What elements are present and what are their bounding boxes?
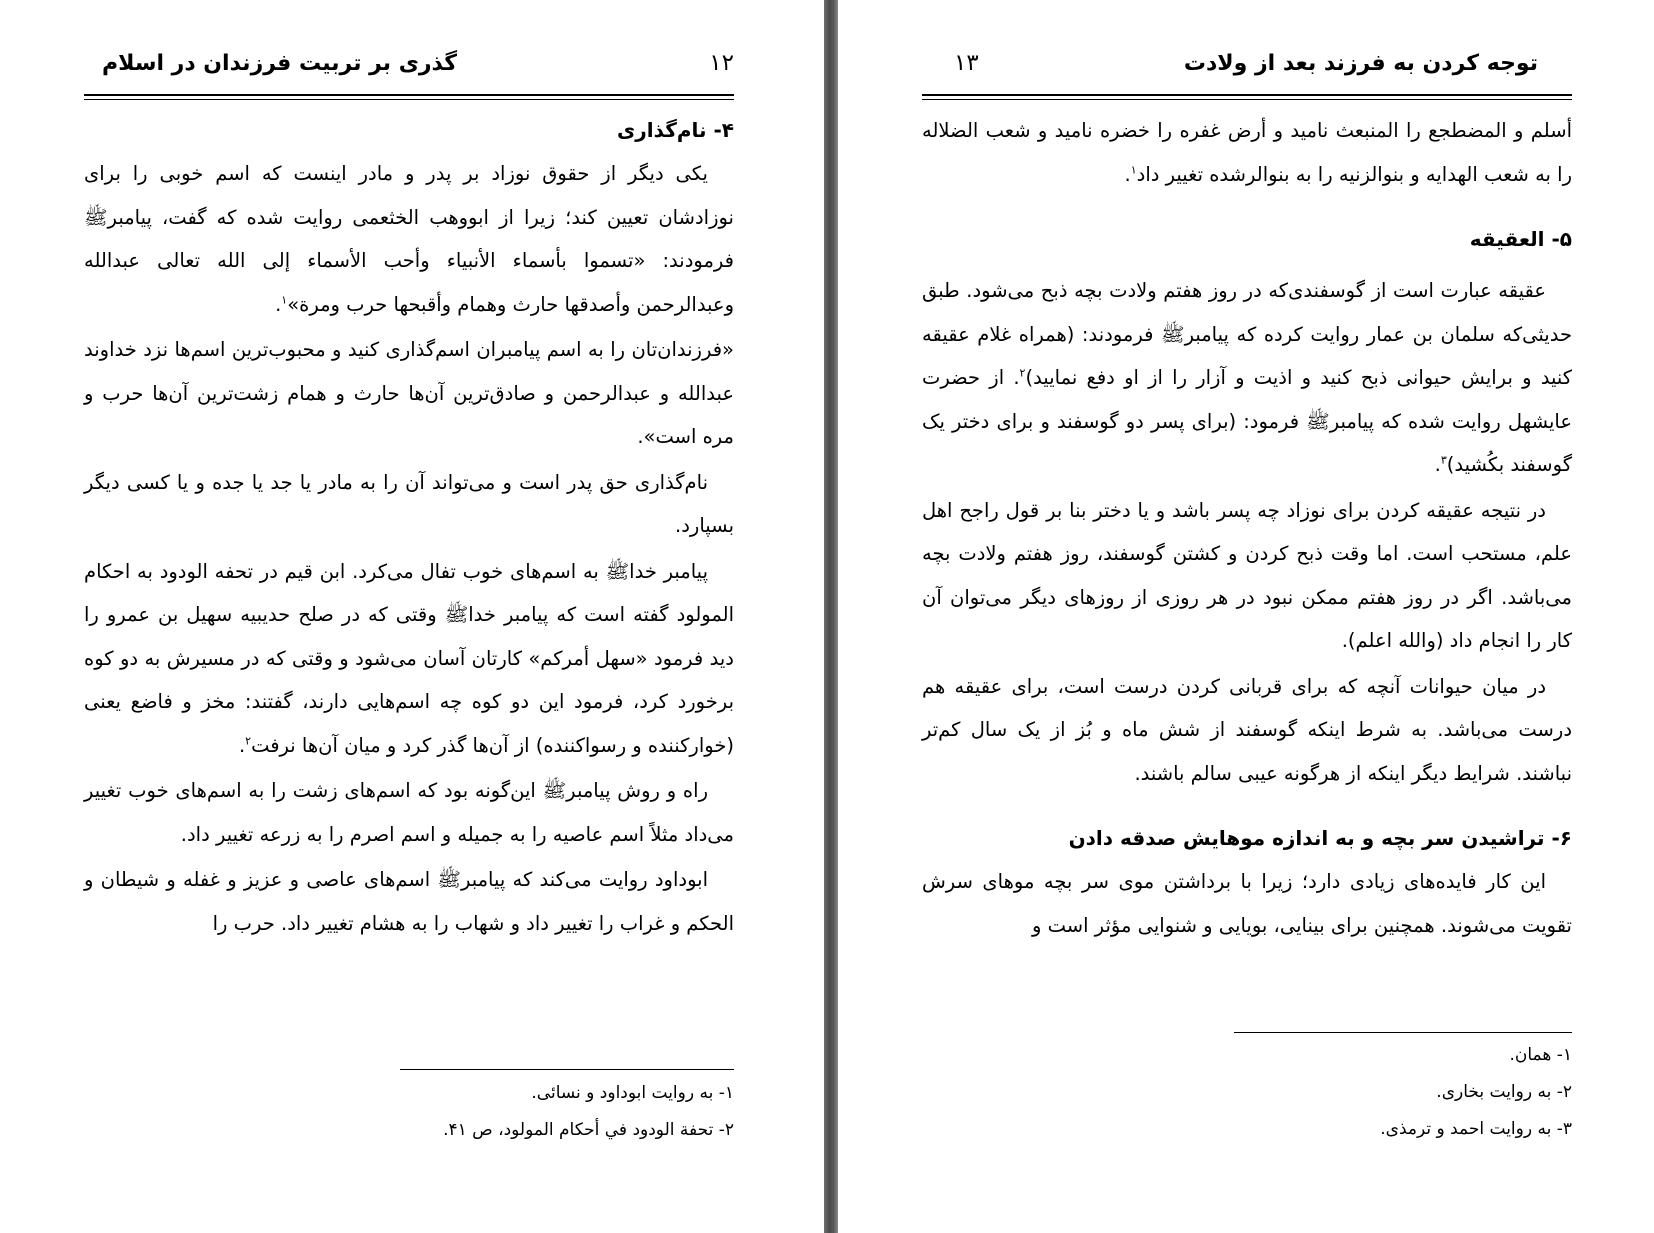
right-page-body [922, 109, 1572, 947]
footnote-rule-right [1234, 1032, 1572, 1033]
section-heading-shaving: ۶- تراشیدن سر بچه و به اندازه موهایش صدقه دادن [1068, 826, 1572, 850]
footnote-3: ٣- به روایت احمد و ترمذی. [1380, 1119, 1572, 1139]
footnote-2: ٢- تحفة الودود في أحكام المولود، ص ۴١. [443, 1120, 734, 1140]
footnote-mark-3: ٣ [1440, 453, 1447, 467]
book-spine [824, 0, 838, 1233]
footnotes-right [1234, 1037, 1572, 1148]
paragraph-naming-1: یکی دیگر از حقوق نوزاد بر پدر و مادر اینست که اسم خوبی را برای نوزادشان تعیین کند؛ زیرا از ابووهب الخثعمی روایت شده که گفت، پیامبرﷺ فرمودند: «تسموا بأسماء الأنبياء وأحب الأسماء إلى الله تعالى عبدالله وعبدالرحمن وأصدقها حارث وهمام وأقبحها حرب ومرة»$^١$. [84, 162, 734, 316]
header-rule-right [922, 94, 1572, 100]
right-page [838, 0, 1654, 1233]
paragraph-intro: أسلم و المضطجع را المنبعث نامید و أرض غفره را خضره نامید و شعب الضلاله را به شعب الهدایه و بنوالزنیه را به بنوالرشده تغییر داد$^١$. [922, 119, 1572, 186]
paragraph-abu-dawud: ابوداود روایت می‌کند که پیامبرﷺ اسم‌های عاصی و عزیز و غفله و شیطان و الحکم و غراب را تغییر داد و شهاب را به هشام تغییر داد. حرب را [84, 868, 734, 935]
left-page [0, 0, 824, 1233]
footnotes-left [400, 1075, 734, 1149]
page-number-right: ١٣ [954, 50, 979, 76]
footnote-1: ١- به روایت ابوداود و نسائی. [531, 1083, 734, 1103]
header-rule-left [84, 94, 734, 100]
footnote-mark-2: ٢ [245, 734, 252, 747]
paragraph-naming-right: نام‌گذاری حق پدر است و می‌تواند آن را به مادر یا جد یا جده و یا کسی دیگر بسپارد. [84, 470, 734, 537]
section-heading-aqiqah: ۵- العقیقه [1469, 227, 1572, 251]
footnote-mark-1: ١ [1130, 163, 1137, 176]
chapter-title: توجه کردن به فرزند بعد از ولادت [1183, 50, 1538, 76]
paragraph-aqiqah-ruling: در نتیجه عقیقه کردن برای نوزاد چه پسر باشد و یا دختر بنا بر قول راجح اهل علم، مستحب است. اما وقت ذبح کردن و کشتن گوسفند، روز هفتم ولادت بچه می‌باشد. اگر در روز هفتم ممکن نبود در هر روزی از روزهای دیگر می‌توان آن کار را انجام داد (والله اعلم). [922, 498, 1572, 652]
footnote-mark-2: ٢ [1019, 366, 1026, 380]
footnote-1: ١- همان. [1509, 1045, 1572, 1065]
section-heading-naming: ۴- نام‌گذاری [616, 118, 734, 142]
paragraph-shaving: این کار فایده‌های زیادی دارد؛ زیرا با برداشتن موی سر بچه موهای سرش تقویت می‌شوند. همچنین برای بینایی، بویایی و شنوایی مؤثر است و [922, 870, 1572, 937]
paragraph-naming-translation: «فرزندان‌تان را به اسم پیامبران اسم‌گذاری کنید و محبوب‌ترین اسم‌ها نزد خداوند عبدالله و عبدالرحمن و صادق‌ترین آن‌ها حارث و همام زشت‌ترین آن‌ها حرب و مره است». [84, 338, 734, 448]
paragraph-good-names: پیامبر خداﷺ به اسم‌های خوب تفال می‌کرد. ابن قیم در تحفه الودود به احکام المولود گفته است که پیامبر خداﷺ وقتی که در صلح حدیبیه سهیل بن عمرو را دید فرمود «سهل أمركم» کارتان آسان می‌شود و وقتی که در مسیرش به دو کوه برخورد کرد، فرمود این دو کوه چه اسم‌هایی دارند، گفتند: مخز و فاضع یعنی (خوارکننده و رسواکننده) از آن‌ها گذر کرد و میان آن‌ها نرفت$^٢$. [84, 559, 734, 757]
paragraph-aqiqah-animals: در میان حیوانات آنچه که برای قربانی کردن درست است، برای عقیقه هم درست می‌باشد. به شرط اینکه گوسفند از شش ماه و بُز از یک سال کم‌تر نباشند. شرایط دیگر اینکه از هرگونه عیبی سالم باشند. [922, 674, 1572, 785]
footnote-rule-left [400, 1069, 734, 1070]
footnote-mark-1: ١ [281, 293, 288, 306]
book-title: گذری بر تربیت فرزندان در اسلام [102, 50, 458, 76]
paragraph-aqiqah-definition: عقیقه عبارت است از گوسفندی‌که در روز هفتم ولادت بچه ذبح می‌شود. طبق حدیثی‌که سلمان بن عمار روایت کرده که پیامبرﷺ فرمودند: (همراه غلام عقیقه کنید و برایش حیوانی ذبح کنید و اذیت و آزار را از او دفع نمایید)$^٢$. از حضرت عایشهل روایت شده که پیامبرﷺ فرمود: (برای پسر دو گوسفند و برای دختر یک گوسفند بکُشید)$^٣$. [922, 279, 1572, 476]
left-page-header [102, 46, 734, 80]
left-page-body [84, 109, 734, 945]
page-number-left: ١٢ [709, 50, 734, 76]
right-page-header [954, 46, 1538, 80]
footnote-2: ٢- به روایت بخاری. [1436, 1082, 1572, 1102]
paragraph-changing-names: راه و روش پیامبرﷺ این‌گونه بود که اسم‌های زشت را به اسم‌های خوب تغییر می‌داد مثلاً اسم عاصیه را به جمیله و اسم اصرم را به زرعه تغییر داد. [84, 779, 734, 846]
